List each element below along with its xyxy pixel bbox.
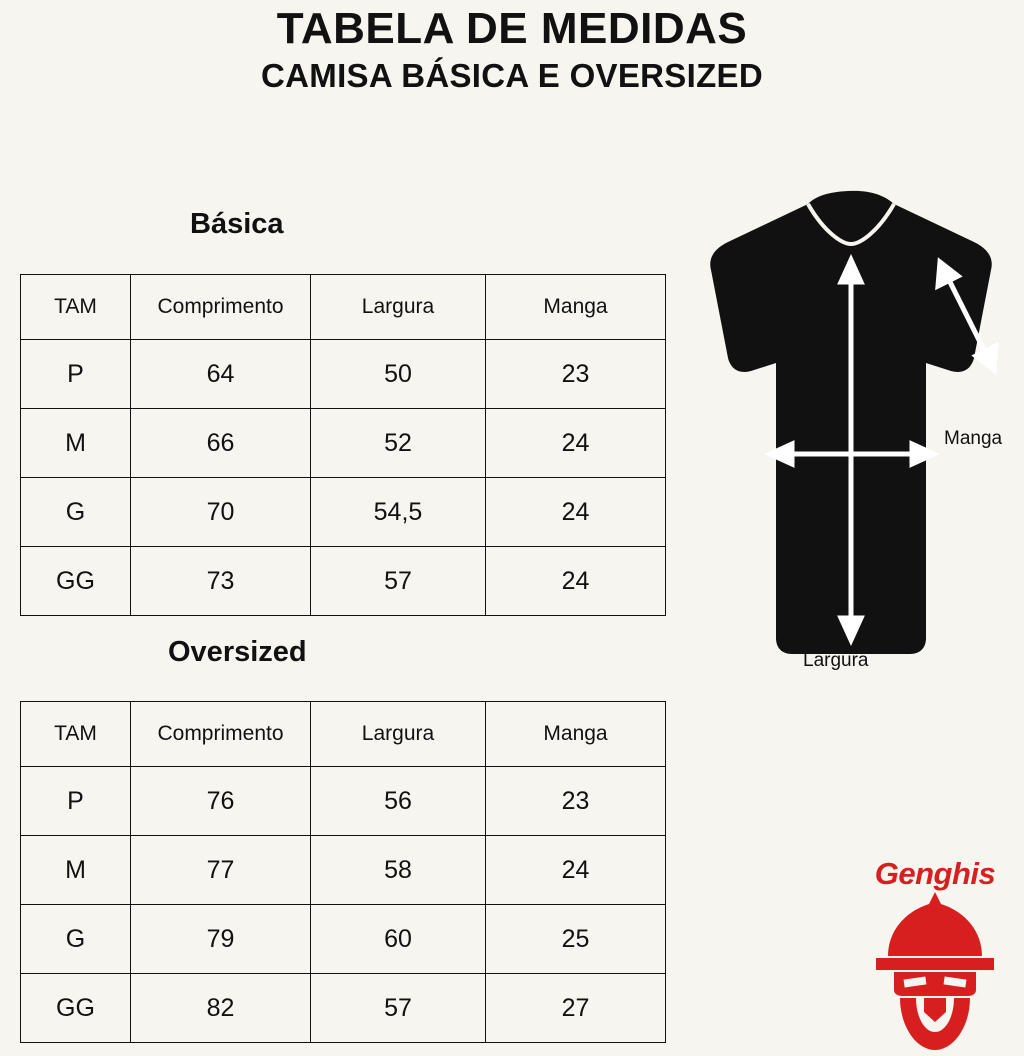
size-table-basica — [20, 274, 666, 616]
page-subtitle: CAMISA BÁSICA E OVERSIZED — [261, 57, 763, 95]
table-header-row — [21, 702, 666, 767]
section-heading-basica: Básica — [190, 208, 284, 240]
cell-largura: 54,5 — [311, 478, 486, 547]
cell-largura: 56 — [311, 767, 486, 836]
cell-comprimento: 73 — [131, 547, 311, 616]
warrior-head-icon — [846, 886, 1024, 1056]
cell-tam: M — [21, 836, 131, 905]
cell-comprimento: 70 — [131, 478, 311, 547]
cell-largura: 50 — [311, 340, 486, 409]
cell-comprimento: 66 — [131, 409, 311, 478]
label-manga: Manga — [944, 428, 1003, 449]
table-header-row — [21, 275, 666, 340]
cell-manga: 23 — [486, 767, 666, 836]
cell-manga: 24 — [486, 409, 666, 478]
column-header-comprimento: Comprimento — [131, 702, 311, 767]
table-row — [21, 905, 666, 974]
cell-largura: 57 — [311, 547, 486, 616]
cell-tam: M — [21, 409, 131, 478]
cell-comprimento: 82 — [131, 974, 311, 1043]
column-header-tam: TAM — [21, 275, 131, 340]
column-header-comprimento: Comprimento — [131, 275, 311, 340]
table-row — [21, 409, 666, 478]
cell-tam: P — [21, 767, 131, 836]
table-row — [21, 836, 666, 905]
cell-manga: 24 — [486, 478, 666, 547]
table-row — [21, 974, 666, 1043]
cell-largura: 57 — [311, 974, 486, 1043]
cell-largura: 52 — [311, 409, 486, 478]
cell-tam: GG — [21, 547, 131, 616]
cell-largura: 58 — [311, 836, 486, 905]
cell-manga: 25 — [486, 905, 666, 974]
column-header-tam: TAM — [21, 702, 131, 767]
page-title: TABELA DE MEDIDAS — [276, 4, 748, 53]
table-row — [21, 767, 666, 836]
brand-name: Genghis — [874, 856, 996, 891]
label-largura: Largura — [803, 650, 869, 671]
cell-tam: G — [21, 478, 131, 547]
cell-manga: 24 — [486, 836, 666, 905]
cell-comprimento: 79 — [131, 905, 311, 974]
cell-manga: 23 — [486, 340, 666, 409]
table-row — [21, 547, 666, 616]
page-header — [0, 6, 1024, 94]
cell-manga: 24 — [486, 547, 666, 616]
table-row — [21, 478, 666, 547]
cell-comprimento: 64 — [131, 340, 311, 409]
column-header-manga: Manga — [486, 702, 666, 767]
cell-manga: 27 — [486, 974, 666, 1043]
cell-tam: G — [21, 905, 131, 974]
cell-comprimento: 77 — [131, 836, 311, 905]
column-header-manga: Manga — [486, 275, 666, 340]
cell-tam: P — [21, 340, 131, 409]
column-header-largura: Largura — [311, 702, 486, 767]
section-heading-oversized: Oversized — [168, 636, 307, 668]
cell-comprimento: 76 — [131, 767, 311, 836]
cell-largura: 60 — [311, 905, 486, 974]
cell-tam: GG — [21, 974, 131, 1043]
brand-logo — [846, 856, 1024, 1026]
size-table-oversized — [20, 701, 666, 1043]
column-header-largura: Largura — [311, 275, 486, 340]
table-row — [21, 340, 666, 409]
